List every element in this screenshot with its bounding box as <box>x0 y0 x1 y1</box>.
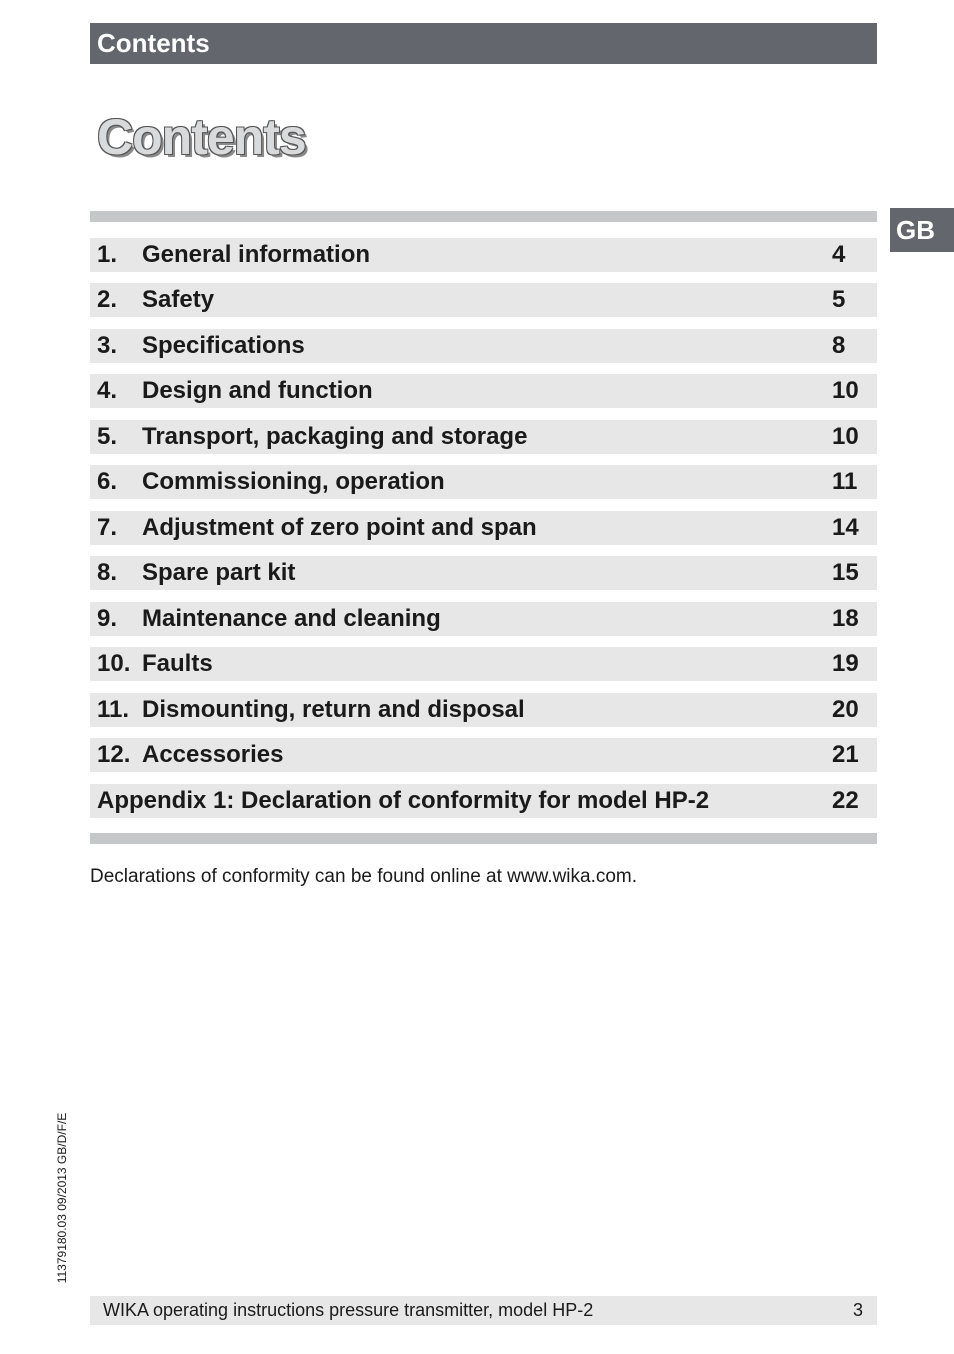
page-title: Contents <box>97 109 306 165</box>
toc-title: Accessories <box>142 741 284 768</box>
toc-page: 15 <box>832 559 859 586</box>
toc-entry-general-information[interactable] <box>90 238 877 272</box>
toc-page: 5 <box>832 286 846 313</box>
toc-title: Commissioning, operation <box>142 468 445 495</box>
toc-title: Design and function <box>142 377 373 404</box>
toc-title: Safety <box>142 286 215 313</box>
toc-entry-transport[interactable] <box>90 420 877 454</box>
toc-page: 8 <box>832 332 846 359</box>
toc-page: 19 <box>832 650 859 677</box>
language-tab[interactable]: GB <box>890 208 954 252</box>
toc-entry-accessories[interactable] <box>90 738 877 772</box>
toc-number: 4. <box>97 377 118 404</box>
toc-bottom-rule <box>90 833 877 844</box>
toc-entry-faults[interactable] <box>90 647 877 681</box>
toc-number: 6. <box>97 468 118 495</box>
toc-page: 14 <box>832 514 859 541</box>
toc-page: 11 <box>832 468 858 495</box>
page-footer <box>90 1296 877 1325</box>
toc-page: 10 <box>832 423 859 450</box>
section-header: Contents <box>90 23 877 64</box>
toc-number: 11. <box>97 696 130 723</box>
toc-number: 8. <box>97 559 118 586</box>
toc-entry-adjustment[interactable] <box>90 511 877 545</box>
toc-title: Dismounting, return and disposal <box>142 696 525 723</box>
toc-number: 3. <box>97 332 118 359</box>
page-number: 3 <box>852 1300 863 1320</box>
toc-number: 12. <box>97 741 131 768</box>
toc-number: 7. <box>97 514 118 541</box>
toc-page: 18 <box>832 605 859 632</box>
toc-title: Appendix 1: Declaration of conformity for model HP-2 <box>97 787 710 814</box>
toc-title: Adjustment of zero point and span <box>142 514 537 541</box>
toc-title: Maintenance and cleaning <box>142 605 441 632</box>
footer-text: WIKA operating instructions pressure transmitter, model HP-2 <box>103 1300 594 1320</box>
toc-title: Faults <box>142 650 213 677</box>
toc-title: General information <box>142 241 371 268</box>
toc-page: 21 <box>832 741 859 768</box>
toc-number: 9. <box>97 605 118 632</box>
document-code: 11379180.03 09/2013 GB/D/F/E <box>55 1112 69 1284</box>
toc-number: 2. <box>97 286 118 313</box>
toc-page: 20 <box>832 696 859 723</box>
toc-title: Transport, packaging and storage <box>142 423 528 450</box>
toc-page: 22 <box>832 787 859 814</box>
toc-number: 5. <box>97 423 118 450</box>
toc-top-rule <box>90 211 877 222</box>
toc-title: Spare part kit <box>142 559 296 586</box>
toc-title: Specifications <box>142 332 305 359</box>
toc-entry-commissioning[interactable] <box>90 465 877 499</box>
toc-entry-appendix-1[interactable] <box>90 784 877 818</box>
toc-entry-design-and-function[interactable] <box>90 374 877 408</box>
toc-entry-dismounting[interactable] <box>90 693 877 727</box>
toc-number: 10. <box>97 650 131 677</box>
toc-page: 10 <box>832 377 859 404</box>
toc-page: 4 <box>832 241 846 268</box>
toc-entry-maintenance[interactable] <box>90 602 877 636</box>
toc-entry-safety[interactable] <box>90 283 877 317</box>
conformity-note: Declarations of conformity can be found online at www.wika.com. <box>90 866 638 887</box>
toc-entry-spare-part-kit[interactable] <box>90 556 877 590</box>
toc-entry-specifications[interactable] <box>90 329 877 363</box>
toc-number: 1. <box>97 241 118 268</box>
